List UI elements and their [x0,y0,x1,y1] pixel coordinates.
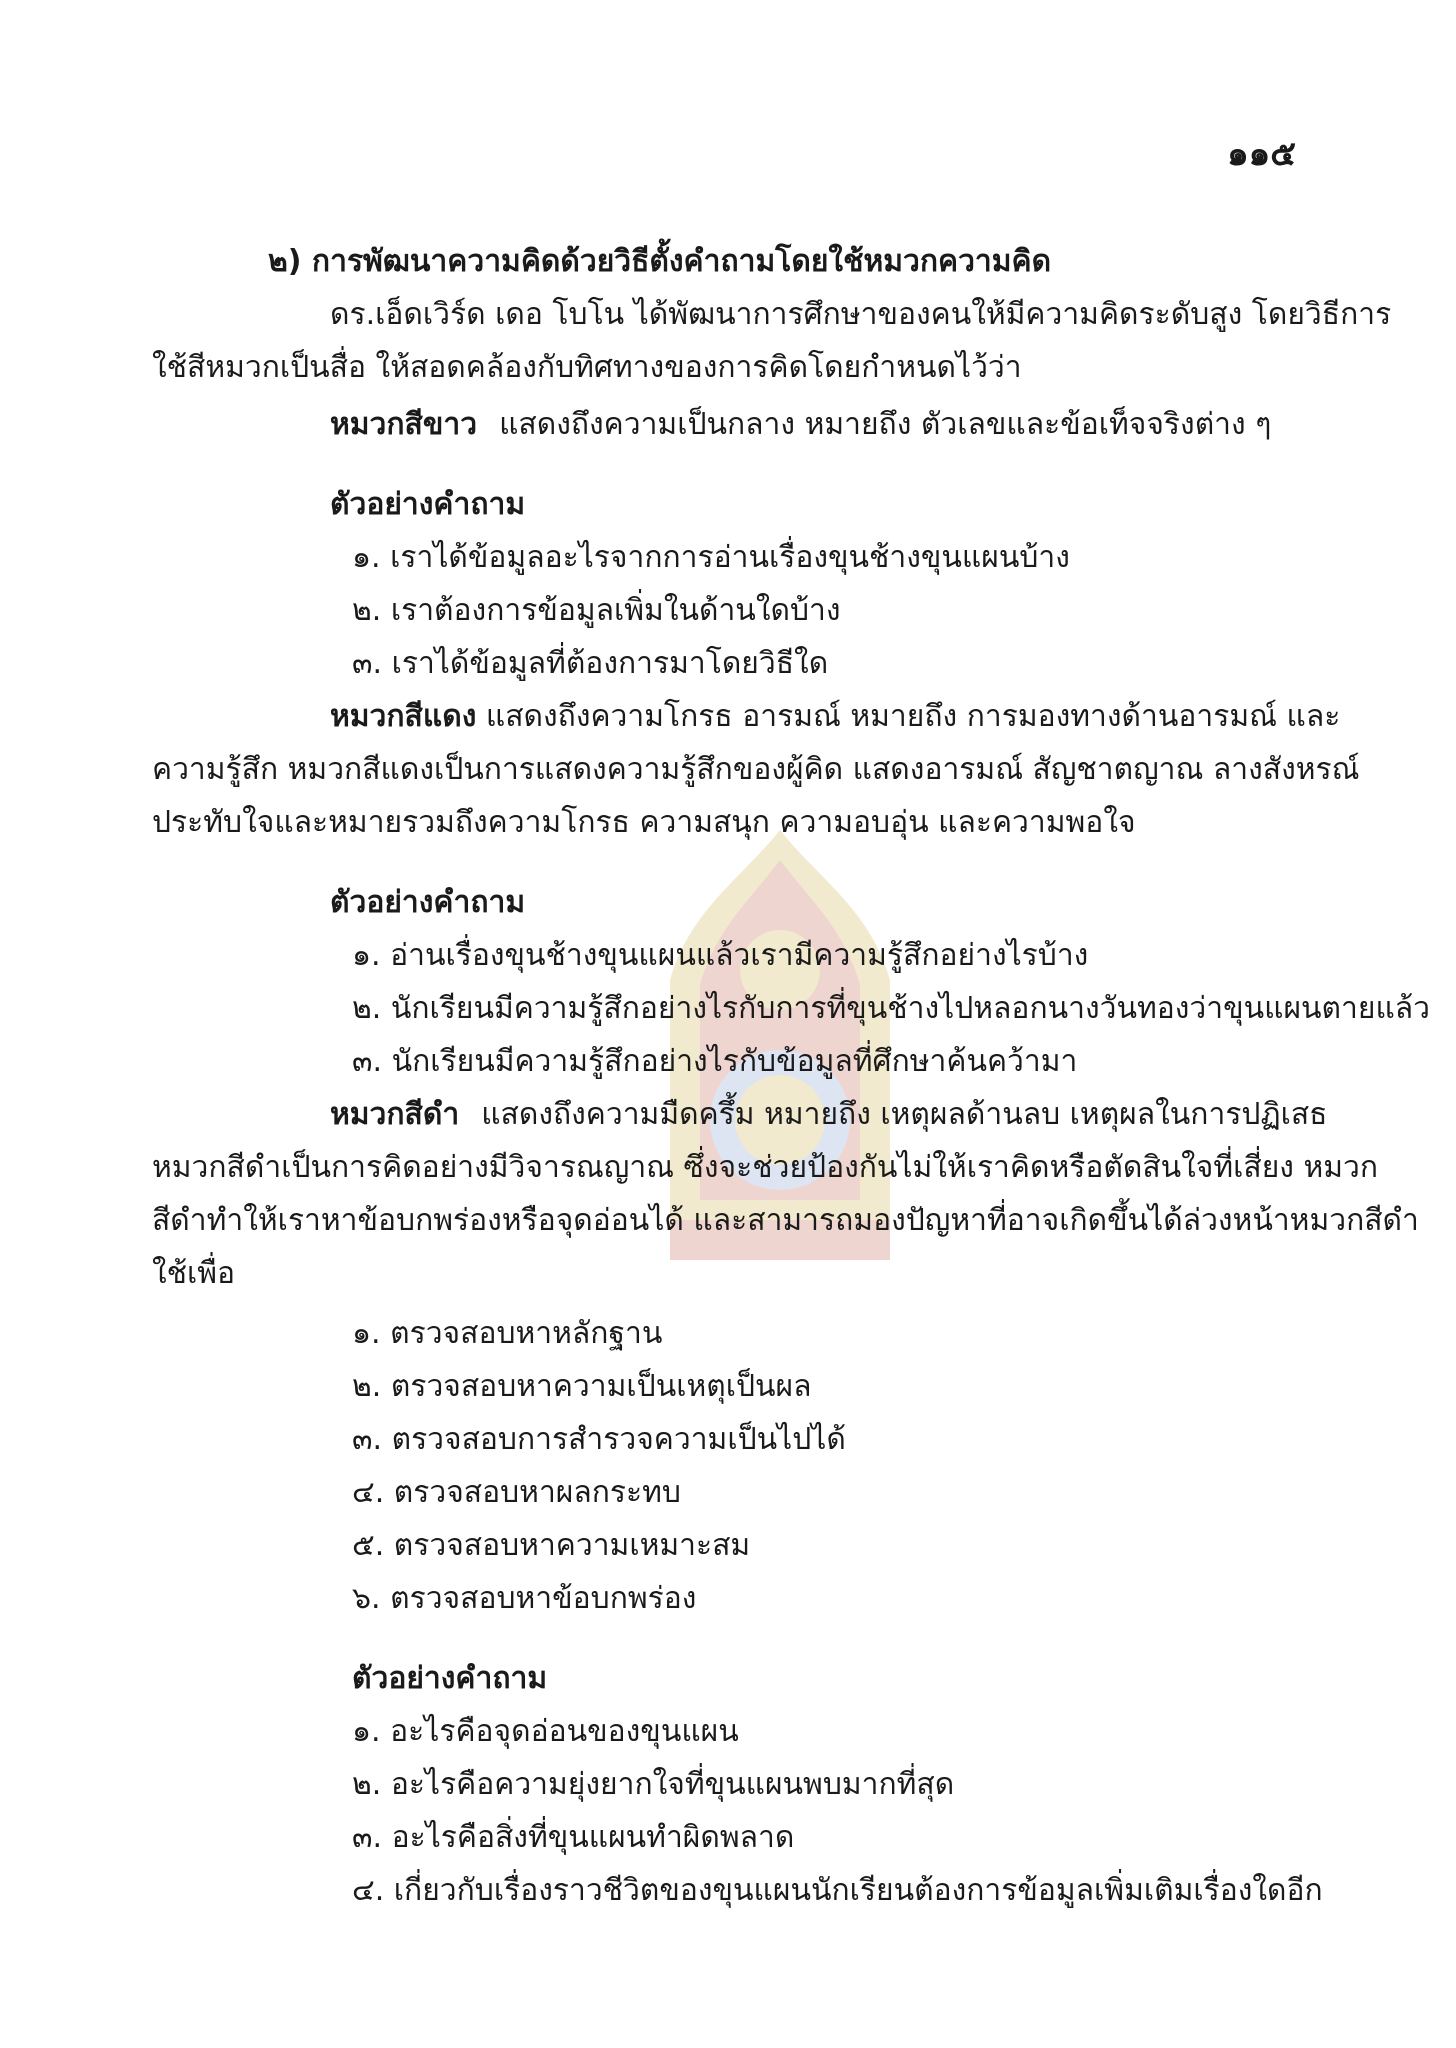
list-item: ๓. อะไรคือสิ่งที่ขุนแผนทำผิดพลาด [352,1820,795,1855]
black-hat-label: หมวกสีดำ [330,1097,460,1132]
list-item: ๒. เราต้องการข้อมูลเพิ่มในด้านใดบ้าง [352,593,841,628]
list-item: ๑. เราได้ข้อมูลอะไรจากการอ่านเรื่องขุนช้างขุนแผนบ้าง [352,540,1070,575]
list-item: ๓. นักเรียนมีความรู้สึกอย่างไรกับข้อมูลที่ศึกษาค้นคว้ามา [352,1044,1078,1079]
red-hat-paragraph [330,697,1340,737]
section-heading: ๒) การพัฒนาความคิดด้วยวิธีตั้งคำถามโดยใช้หมวกความคิด [268,244,1052,279]
black-hat-text-3: สีดำทำให้เราหาข้อบกพร่องหรือจุดอ่อนได้ และสามารถมองปัญหาที่อาจเกิดขึ้นได้ล่วงหน้าหมวกสีดำ [152,1203,1419,1238]
black-hat-text-1: แสดงถึงความมืดครึ้ม หมายถึง เหตุผลด้านลบ เหตุผลในการปฏิเสธ [481,1097,1328,1132]
black-hat-text-4: ใช้เพื่อ [152,1256,236,1291]
list-item: ๑. อะไรคือจุดอ่อนของขุนแผน [352,1714,739,1749]
list-item: ๓. ตรวจสอบการสำรวจความเป็นไปได้ [352,1422,846,1457]
list-item: ๕. ตรวจสอบหาความเหมาะสม [352,1528,751,1563]
examples-heading: ตัวอย่างคำถาม [330,487,526,522]
list-item: ๔. ตรวจสอบหาผลกระทบ [352,1475,681,1510]
list-item: ๒. ตรวจสอบหาความเป็นเหตุเป็นผล [352,1369,812,1404]
red-hat-text-3: ประทับใจและหมายรวมถึงความโกรธ ความสนุก ความอบอุ่น และความพอใจ [152,805,1136,840]
list-item: ๑. ตรวจสอบหาหลักฐาน [352,1316,663,1351]
list-item: ๔. เกี่ยวกับเรื่องราวชีวิตของขุนแผนนักเรียนต้องการข้อมูลเพิ่มเติมเรื่องใดอีก [352,1873,1323,1908]
list-item: ๖. ตรวจสอบหาข้อบกพร่อง [352,1581,697,1616]
black-hat-paragraph [330,1095,1328,1135]
red-hat-text-2: ความรู้สึก หมวกสีแดงเป็นการแสดงความรู้สึกของผู้คิด แสดงอารมณ์ สัญชาตญาณ ลางสังหรณ์ [152,752,1360,787]
intro-line-2: ใช้สีหมวกเป็นสื่อ ให้สอดคล้องกับทิศทางของการคิดโดยกำหนดไว้ว่า [152,350,1022,385]
list-item: ๒. อะไรคือความยุ่งยากใจที่ขุนแผนพบมากที่สุด [352,1767,955,1802]
intro-line-1: ดร.เอ็ดเวิร์ด เดอ โบโน ได้พัฒนาการศึกษาของคนให้มีความคิดระดับสูง โดยวิธีการ [330,297,1392,332]
examples-heading: ตัวอย่างคำถาม [352,1661,548,1696]
white-hat-label: หมวกสีขาว [330,407,478,442]
list-item: ๑. อ่านเรื่องขุนช้างขุนแผนแล้วเรามีความรู้สึกอย่างไรบ้าง [352,938,1089,973]
list-item: ๒. นักเรียนมีความรู้สึกอย่างไรกับการที่ขุนช้างไปหลอกนางวันทองว่าขุนแผนตายแล้ว [352,991,1431,1026]
page-number: ๑๑๕ [1227,134,1296,174]
white-hat-paragraph [330,405,1271,445]
list-item: ๓. เราได้ข้อมูลที่ต้องการมาโดยวิธีใด [352,646,829,681]
white-hat-text: แสดงถึงความเป็นกลาง หมายถึง ตัวเลขและข้อเท็จจริงต่าง ๆ [499,407,1272,442]
black-hat-text-2: หมวกสีดำเป็นการคิดอย่างมีวิจารณญาณ ซึ่งจะช่วยป้องกันไม่ให้เราคิดหรือตัดสินใจที่เสี่ยง หมวก [152,1150,1379,1185]
red-hat-label: หมวกสีแดง [330,699,477,734]
red-hat-text-1: แสดงถึงความโกรธ อารมณ์ หมายถึง การมองทางด้านอารมณ์ และ [485,699,1341,734]
examples-heading: ตัวอย่างคำถาม [330,885,526,920]
